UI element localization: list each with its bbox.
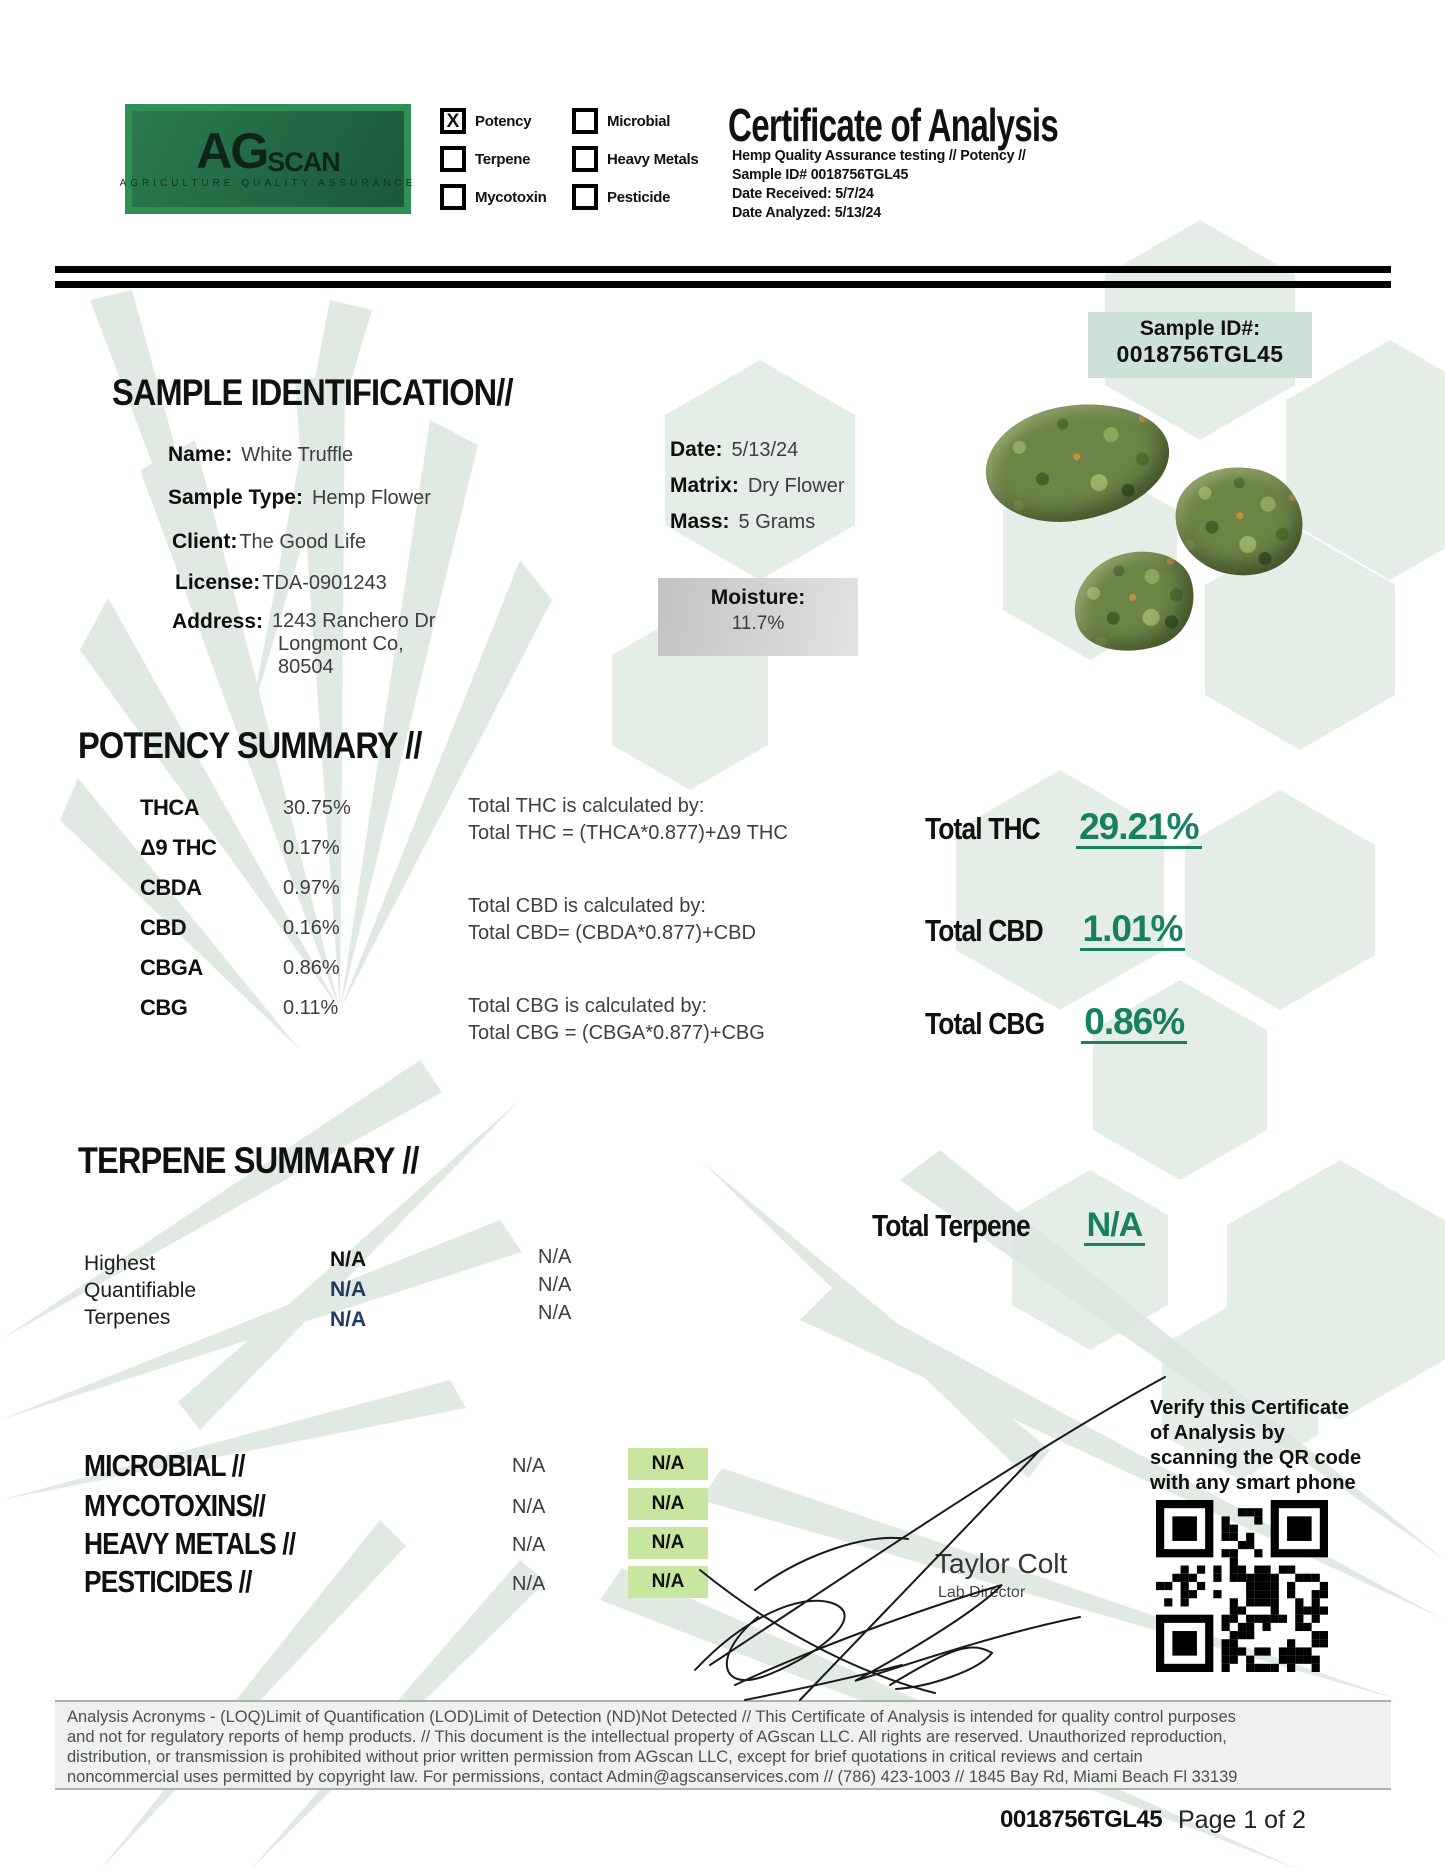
checkbox-row-pesticide — [572, 184, 670, 210]
client-label: Client: — [172, 530, 238, 553]
terpene-bold-value-2: N/A — [330, 1278, 367, 1301]
checkbox-row-potency — [440, 108, 531, 134]
field-license — [175, 571, 387, 595]
heavy-metals-result: N/A — [651, 1532, 685, 1553]
field-date — [670, 438, 798, 462]
field-matrix — [670, 474, 845, 498]
microbial-heading: MICROBIAL // — [84, 1448, 245, 1483]
cannabis-bud-1 — [978, 393, 1177, 533]
mycotoxins-result-badge — [628, 1488, 708, 1520]
potency-summary-heading: POTENCY SUMMARY // — [78, 725, 422, 766]
potency-checkmark: X — [446, 110, 460, 132]
total-cbg-label: Total CBG — [925, 1006, 1045, 1041]
pesticides-heading: PESTICIDES // — [84, 1564, 252, 1599]
potency-checkbox-label: Potency — [475, 112, 532, 130]
client-value: The Good Life — [239, 531, 367, 553]
heavy-metals-checkbox — [572, 146, 598, 172]
terpene-summary-heading: TERPENE SUMMARY // — [78, 1140, 419, 1181]
lab-director-name: Taylor Colt — [935, 1548, 1068, 1579]
cbg-calc-line2: Total CBG = (CBGA*0.877)+CBG — [468, 1022, 765, 1044]
checkbox-row-terpene — [440, 146, 530, 172]
sample-id-box-value: 0018756TGL45 — [1116, 341, 1284, 367]
total-cbd-value: 1.01% — [1080, 910, 1186, 951]
microbial-checkbox — [572, 108, 598, 134]
heavy-metals-result-badge — [628, 1527, 708, 1559]
sample-id-box — [1088, 312, 1312, 378]
heavy-metals-checkbox-label: Heavy Metals — [607, 150, 699, 168]
header-sample-id: Sample ID# 0018756TGL45 — [732, 166, 909, 183]
mycotoxin-checkbox-label: Mycotoxin — [475, 188, 547, 206]
logo-scan-text: SCAN — [267, 146, 340, 177]
microbial-result-badge — [628, 1448, 708, 1480]
lab-director-title: Lab Director — [938, 1584, 1026, 1601]
verify-line-4: with any smart phone — [1150, 1472, 1356, 1494]
date-value: 5/13/24 — [731, 439, 799, 461]
logo-tagline: AGRICULTURE QUALITY ASSURANCE — [119, 178, 417, 189]
total-terpene-value: N/A — [1084, 1208, 1146, 1246]
address-line-1: 1243 Ranchero Dr — [272, 610, 436, 632]
checkbox-row-mycotoxin — [440, 184, 546, 210]
analyte-value-cbg: 0.11% — [283, 997, 339, 1019]
footer-page-number: Page 1 of 2 — [1178, 1806, 1306, 1834]
cannabis-bud-photo — [975, 395, 1320, 665]
terpene-label-line-3: Terpenes — [84, 1306, 171, 1329]
matrix-value: Dry Flower — [747, 475, 845, 497]
microbial-result: N/A — [651, 1453, 685, 1474]
date-label: Date: — [670, 438, 723, 461]
analyte-value-d9thc: 0.17% — [283, 837, 340, 859]
microbial-status: N/A — [512, 1455, 546, 1477]
address-label: Address: — [172, 610, 264, 633]
heavy-metals-heading: HEAVY METALS // — [84, 1526, 296, 1561]
analyte-value-cbda: 0.97% — [283, 877, 340, 899]
total-cbd-label: Total CBD — [925, 913, 1043, 948]
field-name — [168, 443, 353, 467]
verify-line-2: of Analysis by — [1150, 1422, 1285, 1444]
total-thc-label: Total THC — [925, 811, 1040, 846]
header-date-analyzed: Date Analyzed: 5/13/24 — [732, 204, 881, 221]
microbial-checkbox-label: Microbial — [607, 112, 671, 130]
checkbox-row-heavy-metals — [572, 146, 698, 172]
header-date-received: Date Received: 5/7/24 — [732, 185, 874, 202]
terpene-label-line-1: Highest — [84, 1252, 156, 1275]
analyte-name-cbd: CBD — [140, 915, 187, 940]
analyte-value-cbd: 0.16% — [283, 917, 340, 939]
sample-id-box-label: Sample ID#: — [1139, 317, 1261, 340]
divider-rule-top — [55, 266, 1391, 273]
mass-label: Mass: — [670, 510, 730, 533]
mycotoxins-heading: MYCOTOXINS// — [84, 1488, 266, 1523]
field-address — [172, 610, 435, 679]
logo-ag-text: AG — [196, 123, 268, 179]
total-thc-row — [925, 808, 1202, 849]
potency-checkbox — [440, 108, 466, 134]
disclaimer-line-4: noncommercial uses permitted by copyright law. For permissions, contact Admin@agscanservices.com // (786) 423-1003 // 1845 Bay Rd, Miami Beach Fl 33139 — [67, 1768, 1238, 1786]
analyte-name-cbga: CBGA — [140, 955, 203, 980]
cannabis-bud-3 — [1062, 538, 1206, 666]
thc-calc-line2: Total THC = (THCA*0.877)+Δ9 THC — [468, 822, 788, 844]
total-terpene-row — [872, 1208, 1145, 1246]
field-client — [172, 530, 366, 554]
mass-value: 5 Grams — [738, 511, 816, 533]
heavy-metals-status: N/A — [512, 1534, 546, 1556]
total-thc-value: 29.21% — [1076, 808, 1202, 849]
name-value: White Truffle — [241, 444, 354, 466]
pesticide-checkbox-label: Pesticide — [607, 188, 671, 206]
pesticides-result: N/A — [651, 1571, 685, 1592]
disclaimer-line-3: distribution, or transmission is prohibited without prior written permission from AGscan LLC, except for brief quotations in critical reviews and certain — [67, 1748, 1143, 1766]
disclaimer-block — [55, 1700, 1391, 1790]
moisture-label: Moisture: — [710, 586, 806, 609]
matrix-label: Matrix: — [670, 474, 739, 497]
terpene-light-value-1: N/A — [538, 1246, 572, 1268]
sample-type-label: Sample Type: — [168, 486, 303, 509]
cbd-calculation — [468, 893, 756, 947]
analyte-name-thca: THCA — [140, 795, 200, 820]
sample-identification-heading: SAMPLE IDENTIFICATION// — [112, 372, 513, 413]
header-subtitle: Hemp Quality Assurance testing // Potency // — [732, 147, 1026, 164]
checkbox-row-microbial — [572, 108, 670, 134]
total-cbg-value: 0.86% — [1081, 1003, 1187, 1044]
agscan-logo — [119, 104, 417, 214]
verify-line-3: scanning the QR code — [1150, 1447, 1362, 1469]
cbd-calc-line1: Total CBD is calculated by: — [468, 895, 706, 917]
verify-line-1: Verify this Certificate — [1150, 1397, 1349, 1419]
analyte-name-cbda: CBDA — [140, 875, 202, 900]
mycotoxin-checkbox — [440, 184, 466, 210]
terpene-light-value-3: N/A — [538, 1302, 572, 1324]
license-value: TDA-0901243 — [262, 572, 387, 594]
pesticides-status: N/A — [512, 1573, 546, 1595]
total-cbg-row — [925, 1003, 1187, 1044]
address-value — [272, 610, 435, 679]
mycotoxins-result: N/A — [651, 1493, 685, 1514]
analyte-value-cbga: 0.86% — [283, 957, 340, 979]
qr-code — [1156, 1500, 1328, 1672]
terpene-bold-value-1: N/A — [330, 1248, 367, 1271]
disclaimer-line-2: and not for regulatory reports of hemp products. // This document is the intellectual property of AGscan LLC. All rights are reserved. Unauthorized reproduction, — [67, 1728, 1227, 1746]
terpene-bold-value-3: N/A — [330, 1308, 367, 1331]
field-mass — [670, 510, 815, 534]
pesticides-result-badge — [628, 1566, 708, 1598]
verify-instructions — [1150, 1396, 1361, 1496]
terpene-checkbox-label: Terpene — [475, 150, 531, 168]
analyte-value-thca: 30.75% — [283, 797, 351, 819]
footer-sample-id: 0018756TGL45 — [1000, 1806, 1163, 1833]
address-line-2: Longmont Co, — [278, 633, 404, 655]
thc-calc-line1: Total THC is calculated by: — [468, 795, 705, 817]
certificate-title: Certificate of Analysis — [728, 99, 1059, 151]
mycotoxins-status: N/A — [512, 1496, 546, 1518]
thc-calculation — [468, 793, 788, 847]
analyte-name-d9thc: Δ9 THC — [140, 835, 217, 860]
agscan-logo-panel — [119, 111, 417, 207]
terpene-label-line-2: Quantifiable — [84, 1279, 197, 1302]
field-sample-type — [168, 486, 431, 510]
divider-rule-bottom — [55, 281, 1391, 288]
cannabis-bud-2 — [1167, 457, 1312, 586]
total-terpene-label: Total Terpene — [872, 1208, 1030, 1243]
agscan-brand — [196, 123, 340, 179]
license-label: License: — [175, 571, 261, 594]
terpene-light-value-2: N/A — [538, 1274, 572, 1296]
cbg-calc-line1: Total CBG is calculated by: — [468, 995, 707, 1017]
pesticide-checkbox — [572, 184, 598, 210]
address-line-3: 80504 — [278, 656, 334, 678]
terpene-checkbox — [440, 146, 466, 172]
disclaimer-line-1: Analysis Acronyms - (LOQ)Limit of Quantification (LOD)Limit of Detection (ND)Not Detected // This Certificate of Analysis is intended for quality control purposes — [67, 1708, 1236, 1726]
name-label: Name: — [168, 443, 233, 466]
total-cbd-row — [925, 910, 1185, 951]
analyte-name-cbg: CBG — [140, 995, 188, 1020]
moisture-box — [658, 578, 858, 656]
cbd-calc-line2: Total CBD= (CBDA*0.877)+CBD — [468, 922, 756, 944]
cbg-calculation — [468, 993, 765, 1047]
moisture-value: 11.7% — [731, 613, 785, 634]
sample-type-value: Hemp Flower — [311, 487, 431, 509]
